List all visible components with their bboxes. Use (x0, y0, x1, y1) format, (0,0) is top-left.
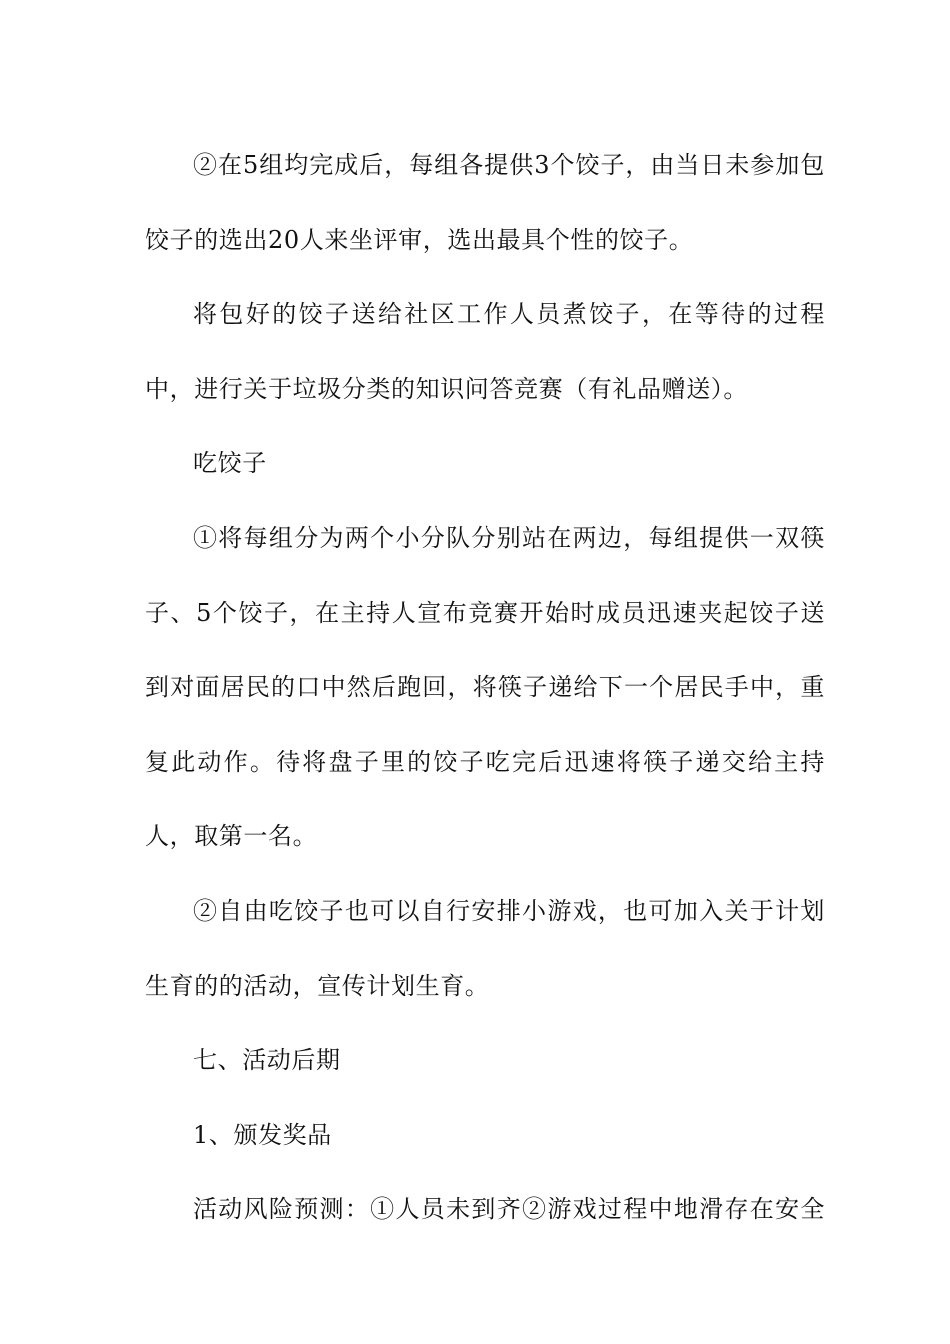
paragraph-cooking-quiz: 将包好的饺子送给社区工作人员煮饺子，在等待的过程中，进行关于垃圾分类的知识问答竞赛（有礼品赠送）。 (145, 300, 825, 403)
heading-activity-later-stage: 七、活动后期 (193, 1046, 341, 1075)
paragraph-free-eating: ②自由吃饺子也可以自行安排小游戏，也可加入关于计划生育的的活动，宣传计划生育。 (145, 896, 825, 1000)
paragraph-risk-forecast: 活动风险预测：①人员未到齐②游戏过程中地滑存在安全 (193, 1195, 825, 1224)
heading-eat-dumplings: 吃饺子 (193, 449, 267, 478)
heading-award-prizes: 1、颁发奖品 (193, 1120, 332, 1149)
paragraph-chopstick-relay: ①将每组分为两个小分队分别站在两边，每组提供一双筷子、5个饺子，在主持人宣布竞赛开始时成员迅速夹起饺子送到对面居民的口中然后跑回，将筷子递给下一个居民手中，重复此动作。待将盘子里的饺子吃完后迅速将筷子递交给主持人，取第一名。 (145, 523, 825, 851)
paragraph-dumpling-judging: ②在5组均完成后，每组各提供3个饺子，由当日未参加包饺子的选出20人来坐评审，选出最具个性的饺子。 (145, 151, 825, 254)
document-body (145, 128, 825, 1247)
